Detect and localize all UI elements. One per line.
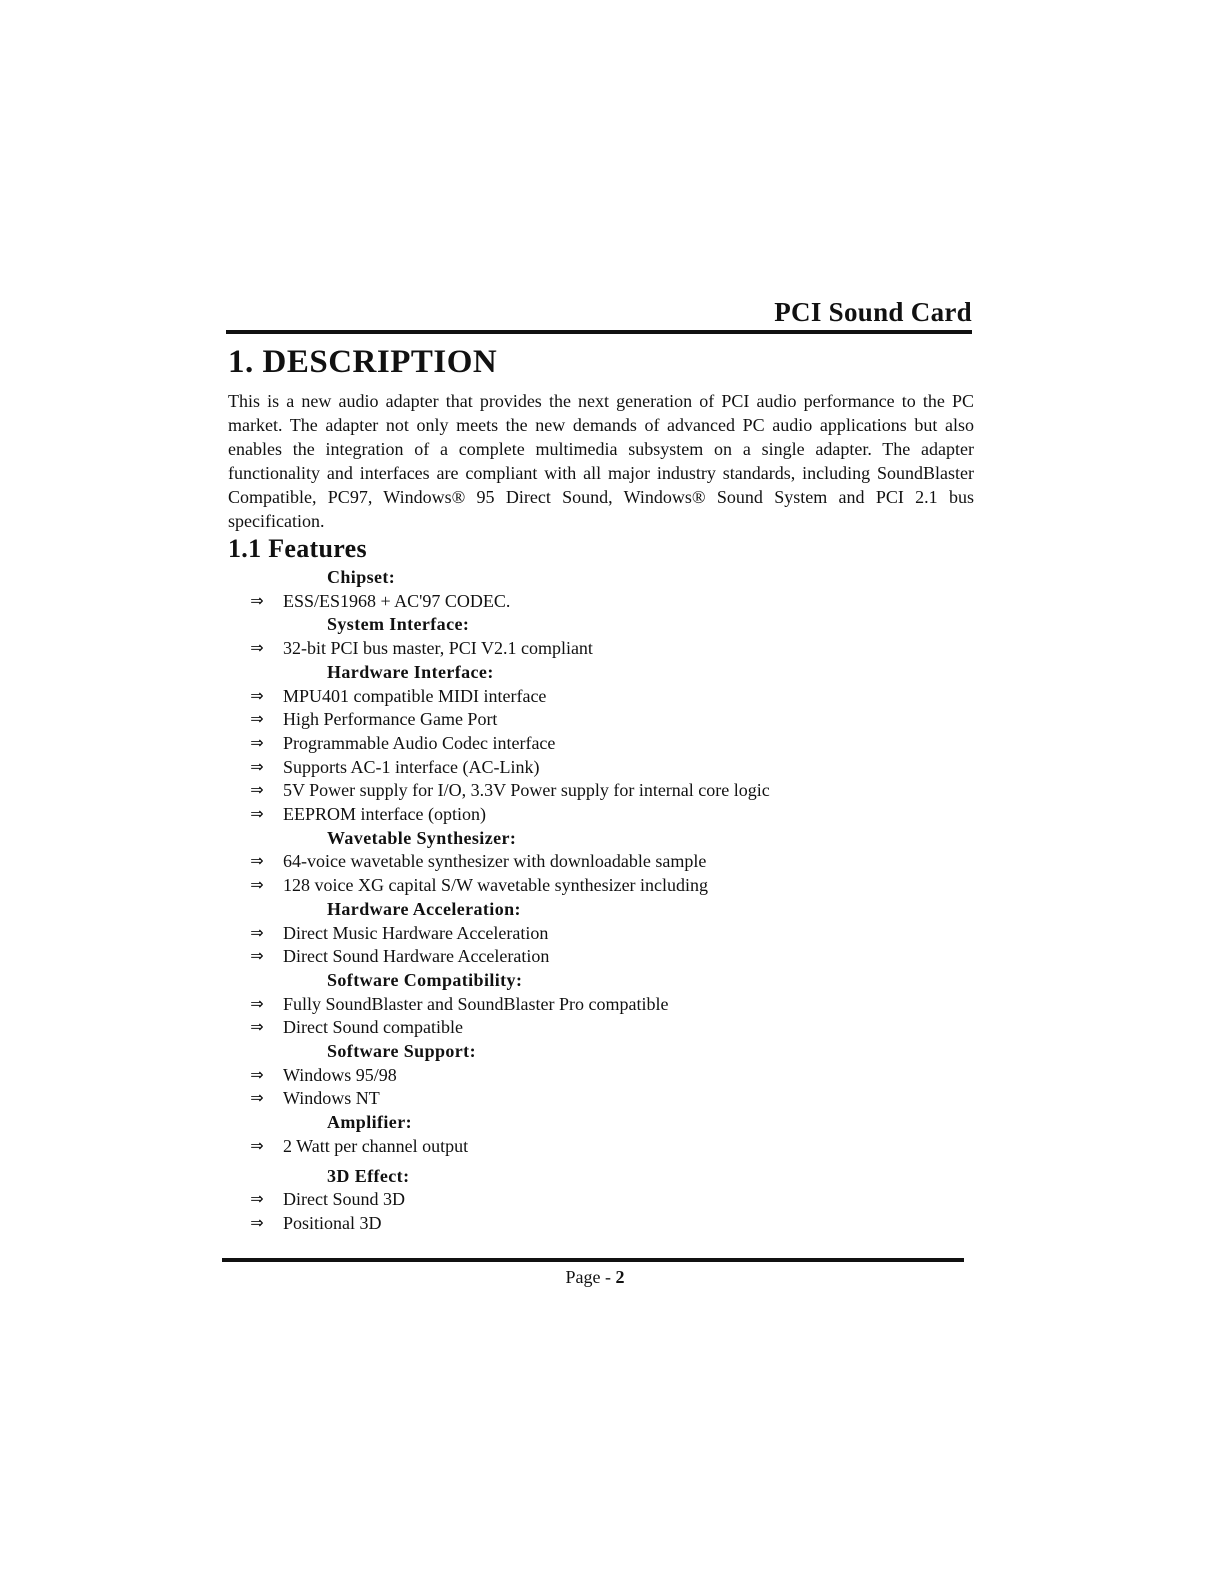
double-arrow-icon: ⇒ [250, 1136, 264, 1155]
feature-item-text: ESS/ES1968 + AC'97 CODEC. [283, 591, 511, 611]
feature-item-text: Direct Sound compatible [283, 1017, 463, 1037]
feature-category-heading: 3D Effect: [327, 1166, 410, 1186]
feature-item-text: Direct Sound 3D [283, 1189, 405, 1209]
intro-line: industry standards, including SoundBlaster Compatible, PC97, Windows® 95 Direct Sound, [228, 463, 974, 507]
double-arrow-icon: ⇒ [250, 709, 264, 728]
feature-item-text: 64-voice wavetable synthesizer with downloadable sample [283, 851, 707, 871]
feature-item-text: Programmable Audio Codec interface [283, 733, 556, 753]
double-arrow-icon: ⇒ [250, 591, 264, 610]
feature-category-heading: System Interface: [327, 614, 470, 634]
feature-item-text: EEPROM interface (option) [283, 804, 486, 824]
page-number: 2 [615, 1267, 625, 1287]
feature-item-text: 128 voice XG capital S/W wavetable synthesizer including [283, 875, 709, 895]
feature-item-text: 2 Watt per channel output [283, 1136, 469, 1156]
feature-item-text: Windows NT [283, 1088, 380, 1108]
feature-category-heading: Software Support: [327, 1041, 476, 1061]
page-label: Page - [565, 1267, 616, 1287]
running-header-title: PCI Sound Card [774, 297, 972, 327]
double-arrow-icon: ⇒ [250, 994, 264, 1013]
double-arrow-icon: ⇒ [250, 1088, 264, 1107]
double-arrow-icon: ⇒ [250, 804, 264, 823]
feature-category-heading: Hardware Acceleration: [327, 899, 521, 919]
feature-item-text: Windows 95/98 [283, 1065, 397, 1085]
double-arrow-icon: ⇒ [250, 1189, 264, 1208]
intro-line: Windows® Sound System and PCI 2.1 bus specification. [228, 487, 974, 531]
feature-item-text: 32-bit PCI bus master, PCI V2.1 compliant [283, 638, 593, 658]
page-footer [0, 1266, 1190, 1288]
feature-item-text: High Performance Game Port [283, 709, 498, 729]
header-rule [226, 330, 972, 334]
double-arrow-icon: ⇒ [250, 851, 264, 870]
feature-item-text: Direct Sound Hardware Acceleration [283, 946, 550, 966]
intro-line: the PC market. The adapter not only meets the new demands of advanced PC audio [228, 391, 974, 435]
feature-category-heading: Software Compatibility: [327, 970, 523, 990]
footer-rule [222, 1258, 964, 1262]
double-arrow-icon: ⇒ [250, 923, 264, 942]
feature-item-text: Supports AC-1 interface (AC-Link) [283, 757, 540, 777]
double-arrow-icon: ⇒ [250, 638, 264, 657]
intro-line: applications but also enables the integration of a complete multimedia subsystem on a [228, 415, 975, 459]
double-arrow-icon: ⇒ [250, 733, 264, 752]
feature-item-text: Positional 3D [283, 1213, 382, 1233]
feature-item-text: Fully SoundBlaster and SoundBlaster Pro compatible [283, 994, 669, 1014]
feature-item-text: Direct Music Hardware Acceleration [283, 923, 549, 943]
double-arrow-icon: ⇒ [250, 757, 264, 776]
feature-item-text: 5V Power supply for I/O, 3.3V Power supply for internal core logic [283, 780, 770, 800]
double-arrow-icon: ⇒ [250, 946, 264, 965]
feature-category-heading: Chipset: [327, 567, 396, 587]
feature-category-heading: Hardware Interface: [327, 662, 494, 682]
double-arrow-icon: ⇒ [250, 1065, 264, 1084]
feature-category-heading: Amplifier: [327, 1112, 412, 1132]
double-arrow-icon: ⇒ [250, 686, 264, 705]
feature-item-text: MPU401 compatible MIDI interface [283, 686, 547, 706]
features-title: 1.1 Features [228, 534, 367, 563]
intro-line: This is a new audio adapter that provides the next generation of PCI audio performance to [228, 391, 916, 411]
double-arrow-icon: ⇒ [250, 1213, 264, 1232]
section-title: 1. DESCRIPTION [228, 344, 498, 380]
double-arrow-icon: ⇒ [250, 780, 264, 799]
intro-line: single adapter. The adapter functionality and interfaces are compliant with all major [228, 439, 975, 483]
feature-category-heading: Wavetable Synthesizer: [327, 828, 517, 848]
double-arrow-icon: ⇒ [250, 1017, 264, 1036]
double-arrow-icon: ⇒ [250, 875, 264, 894]
intro-paragraph [228, 389, 974, 533]
